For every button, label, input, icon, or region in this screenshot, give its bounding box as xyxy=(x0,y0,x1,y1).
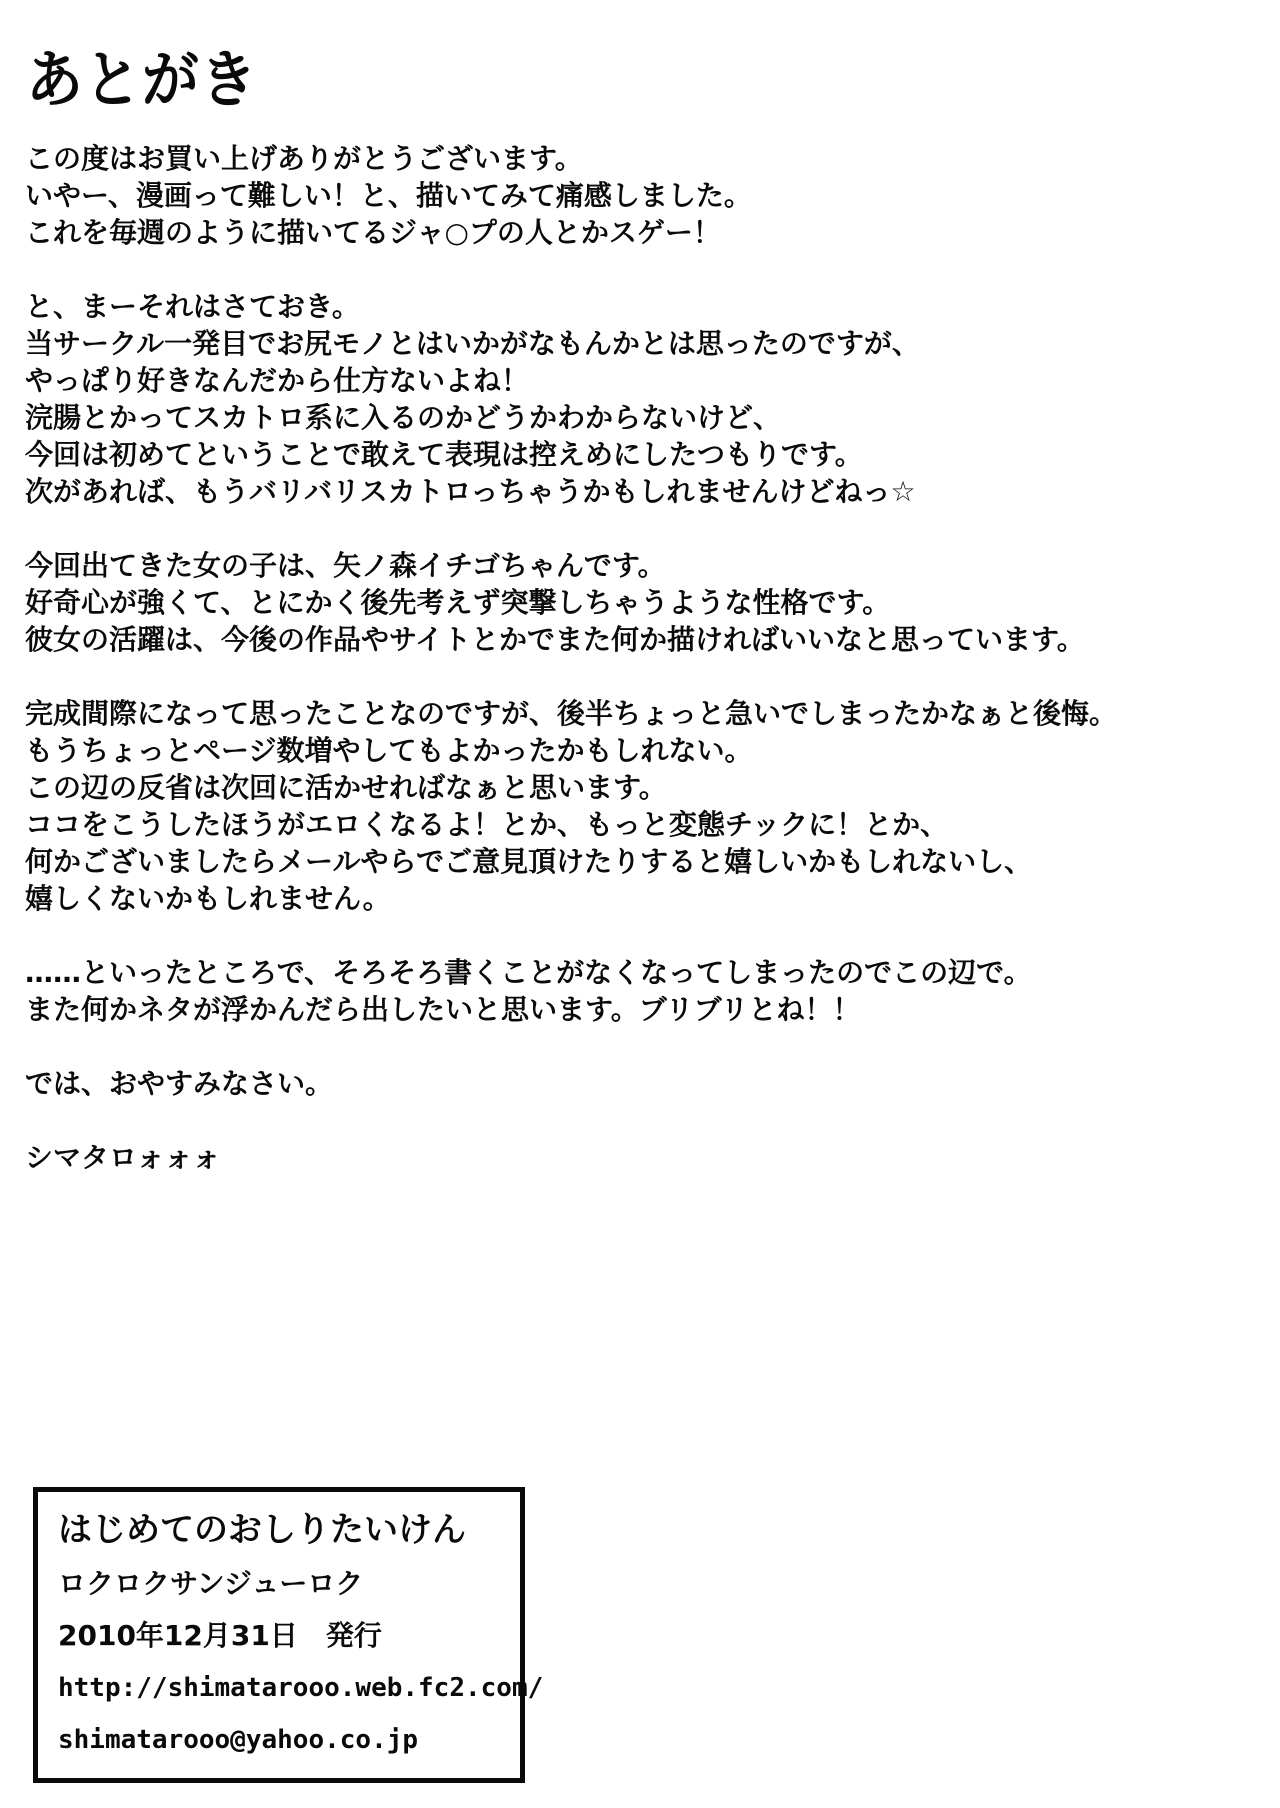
paragraph-circle-debut: と、まーそれはさておき。 当サークル一発目でお尻モノとはいかがなもんかとは思ったのですが、 やっぱり好きなんだから仕方ないよね！ 浣腸とかってスカトロ系に入るのかどうかわからないけど、 今回は初めてということで敢えて表現は控えめにしたつもりです。 次があれば、もうバリバリスカトロっちゃうかもしれませんけどねっ☆ xyxy=(25,290,920,508)
colophon-publish-date: 2010年12月31日 発行 xyxy=(58,1619,382,1652)
colophon-circle-name: ロクロクサンジューロク xyxy=(58,1567,364,1600)
paragraph-thanks: この度はお買い上げありがとうございます。 いやー、漫画って難しい！と、描いてみて痛感しました。 これを毎週のように描いてるジャ○プの人とかスゲー！ xyxy=(25,142,752,249)
paragraph-reflection: 完成間際になって思ったことなのですが、後半ちょっと急いでしまったかなぁと後悔。 もうちょっとページ数増やしてもよかったかもしれない。 この辺の反省は次回に活かせればなぁと思います。 ココをこうしたほうがエロくなるよ！とか、もっと変態チックに！とか、 何かございましたらメールやらでご意見頂けたりすると嬉しいかもしれないし、 嬉しくないかもしれません。 xyxy=(25,697,1118,915)
colophon-box xyxy=(33,1487,544,1783)
page-title: あとがき xyxy=(26,43,258,116)
paragraph-goodnight: では、おやすみなさい。 xyxy=(25,1067,334,1100)
paragraph-closing: ……といったところで、そろそろ書くことがなくなってしまったのでこの辺で。 また何かネタが浮かんだら出したいと思います。ブリブリとね！！ xyxy=(25,956,1032,1026)
paragraph-character-intro: 今回出てきた女の子は、矢ノ森イチゴちゃんです。 好奇心が強くて、とにかく後先考えず突撃しちゃうような性格です。 彼女の活躍は、今後の作品やサイトとかでまた何か描ければいいなと思っています。 xyxy=(25,549,1085,656)
colophon-email-address: shimatarooo@yahoo.co.jp xyxy=(58,1725,419,1755)
colophon-website-url: http://shimatarooo.web.fc2.com/ xyxy=(58,1673,544,1703)
author-signature: シマタロォォォ xyxy=(25,1141,221,1174)
afterword-body xyxy=(25,140,1255,1213)
colophon-book-title: はじめてのおしりたいけん xyxy=(58,1510,466,1550)
